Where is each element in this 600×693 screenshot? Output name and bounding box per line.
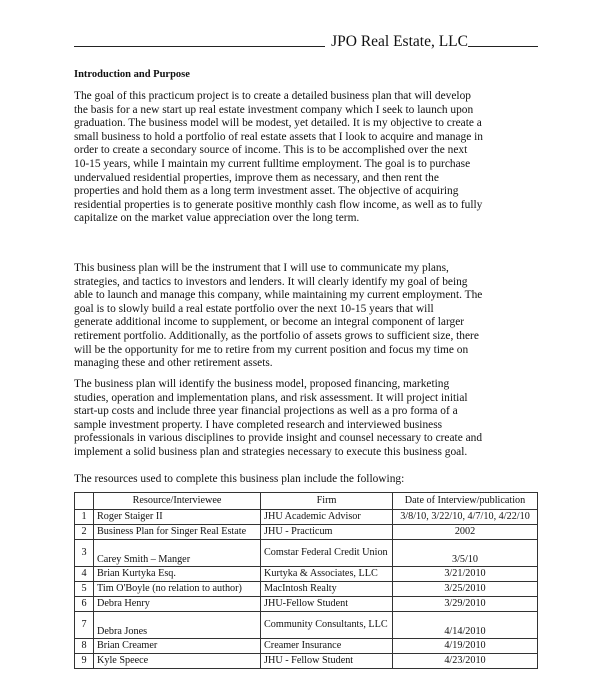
table-header-row	[75, 493, 538, 510]
text-line: the basis for a new start up real estate investment company which I seek to launch upon	[74, 103, 474, 116]
paragraph-resources-intro	[74, 473, 488, 487]
column-header-resource: Resource/Interviewee	[94, 493, 261, 510]
date-cell: 3/21/2010	[393, 567, 538, 582]
text-line: capitalize on the market value appreciation over the long term.	[74, 212, 360, 225]
text-line: The resources used to complete this business plan include the following:	[74, 473, 405, 485]
text-line: goal is to slowly build a real estate portfolio over the next 10-15 years that will	[74, 302, 434, 315]
firm-cell: Community Consultants, LLC	[261, 612, 393, 639]
resource-cell: Debra Henry	[94, 597, 261, 612]
document-title: JPO Real Estate, LLC	[325, 33, 468, 51]
date-cell: 3/5/10	[393, 540, 538, 567]
resource-cell: Brian Kurtyka Esq.	[94, 567, 261, 582]
firm-cell: JHU - Practicum	[261, 525, 393, 540]
section-heading: Introduction and Purpose	[74, 69, 190, 80]
text-line: strategies, and tactics to investors and lenders. It will clearly identify my goal of being	[74, 275, 468, 288]
header-rule	[74, 34, 538, 47]
date-cell: 4/23/2010	[393, 654, 538, 669]
row-number: 4	[75, 567, 94, 582]
text-line: implement a solid business plan and strategies necessary to execute this business goal.	[74, 445, 468, 458]
table-row	[75, 510, 538, 525]
text-line: sample investment property. I have completed research and interviewed business	[74, 418, 443, 431]
resource-cell: Kyle Speece	[94, 654, 261, 669]
firm-cell: Creamer Insurance	[261, 639, 393, 654]
paragraph-instrument	[74, 262, 488, 371]
paragraph-introduction	[74, 90, 488, 226]
resource-cell: Roger Staiger II	[94, 510, 261, 525]
row-number: 5	[75, 582, 94, 597]
text-line: 10-15 years, while I maintain my current fulltime employment. The goal is to purchase	[74, 157, 471, 170]
text-line: graduation. The business model will be modest, yet detailed. It is my objective to create a	[74, 117, 482, 130]
date-cell: 4/14/2010	[393, 612, 538, 639]
text-line: start-up costs and include three year financial projections as well as a pro forma of a	[74, 405, 458, 418]
column-header-number	[75, 493, 94, 510]
row-number: 1	[75, 510, 94, 525]
table-row	[75, 597, 538, 612]
row-number: 2	[75, 525, 94, 540]
text-line: undervalued residential properties, improve them as necessary, and then rent the	[74, 171, 439, 184]
paragraph-business-model	[74, 378, 488, 460]
table-row	[75, 582, 538, 597]
resource-cell: Brian Creamer	[94, 639, 261, 654]
text-line: properties and hold them as a long term investment asset. The objective of acquiring	[74, 185, 459, 198]
date-cell: 3/29/2010	[393, 597, 538, 612]
table-row	[75, 612, 538, 639]
resource-cell: Debra Jones	[94, 612, 261, 639]
row-number: 7	[75, 612, 94, 639]
resource-cell: Carey Smith – Manger	[94, 540, 261, 567]
firm-cell: MacIntosh Realty	[261, 582, 393, 597]
firm-cell: JHU - Fellow Student	[261, 654, 393, 669]
resources-table	[74, 492, 538, 669]
text-line: This business plan will be the instrument that I will use to communicate my plans,	[74, 262, 449, 274]
text-line: residential properties is to generate positive monthly cash flow income, as well as to fully	[74, 198, 483, 211]
date-cell: 3/8/10, 3/22/10, 4/7/10, 4/22/10	[393, 510, 538, 525]
text-line: The goal of this practicum project is to create a detailed business plan that will develop	[74, 90, 471, 102]
text-line: able to launch and manage this company, while maintaining my current employment. The	[74, 289, 483, 302]
table-row	[75, 525, 538, 540]
text-line: managing these and other retirement assets.	[74, 357, 273, 370]
column-header-firm: Firm	[261, 493, 393, 510]
resource-cell: Business Plan for Singer Real Estate	[94, 525, 261, 540]
text-line: The business plan will identify the business model, proposed financing, marketing	[74, 378, 450, 390]
row-number: 9	[75, 654, 94, 669]
firm-cell: Comstar Federal Credit Union	[261, 540, 393, 567]
firm-cell: JHU-Fellow Student	[261, 597, 393, 612]
table-row	[75, 654, 538, 669]
table-row	[75, 540, 538, 567]
column-header-date: Date of Interview/publication	[393, 493, 538, 510]
text-line: retirement portfolio. Additionally, as the portfolio of assets grows to sufficient size, there	[74, 329, 479, 342]
row-number: 8	[75, 639, 94, 654]
date-cell: 3/25/2010	[393, 582, 538, 597]
table-row	[75, 567, 538, 582]
text-line: will be the opportunity for me to retire from my current position and focus my time on	[74, 343, 469, 356]
firm-cell: JHU Academic Advisor	[261, 510, 393, 525]
text-line: generate additional income to supplement, or become an integral component of larger	[74, 316, 465, 329]
resource-cell: Tim O'Boyle (no relation to author)	[94, 582, 261, 597]
firm-cell: Kurtyka & Associates, LLC	[261, 567, 393, 582]
row-number: 3	[75, 540, 94, 567]
text-line: small business to hold a portfolio of real estate assets that I look to acquire and manage in	[74, 130, 484, 143]
text-line: studies, operation and implementation plans, and risk assessment. It will project initial	[74, 391, 468, 404]
text-line: order to create a secondary source of income. This is to be accomplished over the next	[74, 144, 468, 157]
table-row	[75, 639, 538, 654]
row-number: 6	[75, 597, 94, 612]
date-cell: 4/19/2010	[393, 639, 538, 654]
text-line: professionals in various disciplines to provide insight and counsel necessary to create and	[74, 432, 483, 445]
date-cell: 2002	[393, 525, 538, 540]
